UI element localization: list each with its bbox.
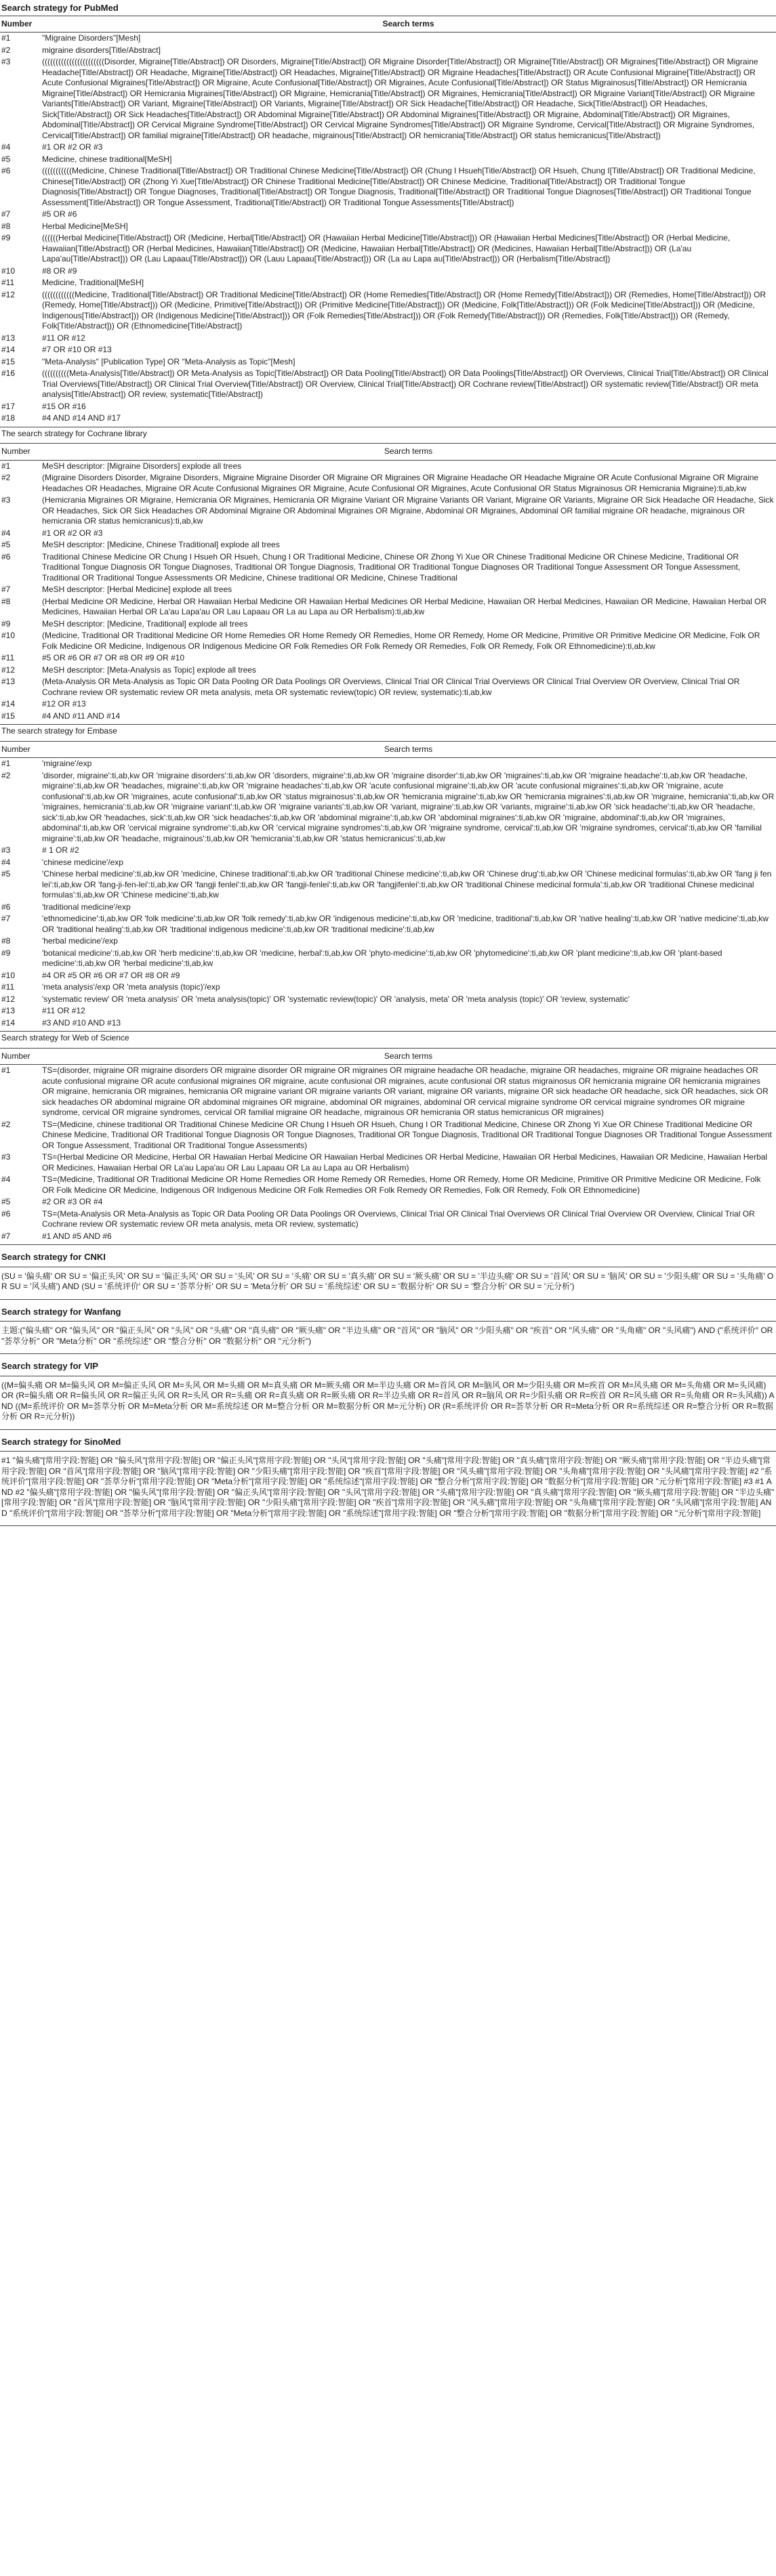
cochrane-header-number: Number <box>0 444 41 461</box>
table-row <box>0 981 776 994</box>
row-number: #6 <box>1 902 11 912</box>
row-number: #4 <box>1 528 11 538</box>
row-number: #14 <box>1 699 16 709</box>
row-number: #10 <box>1 266 16 276</box>
row-number: #8 <box>1 221 11 231</box>
row-search-terms: #11 OR #12 <box>42 1006 85 1015</box>
table-row <box>0 970 776 982</box>
row-number: #3 <box>1 845 11 855</box>
row-search-terms: #4 OR #5 OR #6 OR #7 OR #8 OR #9 <box>42 970 180 980</box>
row-number: #9 <box>1 948 11 958</box>
row-search-terms: #4 AND #11 AND #14 <box>41 711 776 725</box>
row-search-terms: Traditional Chinese Medicine OR Chung I Hsueh OR Hsueh, Chung I OR Traditional Medicine, Chinese OR Zhong Yi Xue OR Chinese Traditional Medicine OR Chinese Medicine, Traditional OR Traditional Tongue Diagnosis OR Tongue Diagnoses, Traditional OR Tongue Diagnosis, Traditional OR Traditional Tongue Diagnoses OR Traditional Tongue Assessment OR Tongue Assessment, Traditional OR Traditional Tongue Assessments OR Medicine, Chinese traditional OR Medicine, Chinese Traditional <box>42 551 741 583</box>
table-row <box>0 142 776 154</box>
row-search-terms: #4 AND #14 AND #17 <box>41 413 776 427</box>
row-search-terms: (Migraine Disorders Disorder, Migraine Disorders, Migraine Migraine Disorder OR Migraine OR Migraines OR Migraine Headache OR Headache Migraine OR Acute Confusional Migraine OR Migraine Headaches OR Headaches, Migraine OR Acute Confusional Migraines OR Migraine, Acute Confusional OR Migraines, Acute Confusional OR Status Migrainosus OR Hemicrania Migraine):ti,ab,kw <box>42 473 759 493</box>
table-row <box>0 913 776 935</box>
row-number: #1 <box>1 33 11 43</box>
row-number: #9 <box>1 618 11 629</box>
embase-rows <box>0 758 776 1032</box>
table-row <box>0 935 776 948</box>
row-search-terms: # 1 OR #2 <box>42 845 79 855</box>
row-number: #14 <box>1 345 16 354</box>
table-row <box>0 154 776 166</box>
row-number: #4 <box>1 857 11 867</box>
row-search-terms: (Meta-Analysis OR Meta-Analysis as Topic OR Data Pooling OR Data Poolings OR Overviews, Clinical Trial OR Clinical Trial Overviews OR Clinical Trial Overview OR Overview, Clinical Trial OR Cochrane review OR systematic review OR meta analysis, meta OR systematic review(topic) OR review, systematic):ti,ab,kw <box>42 677 740 697</box>
table-row <box>0 232 776 266</box>
pubmed-header-number: Number <box>0 16 41 33</box>
row-search-terms: (((((((((((Medicine, Chinese Traditional[Title/Abstract]) OR Traditional Chinese Medicine[Title/Abstract]) OR (Chung I Hsueh[Title/Abstract]) OR Hsueh, Chung I[Title/Abstract]) OR Traditional Medicine, Chinese[Title/Abstract]) OR (Zhong Yi Xue[Title/Abstract]) OR Chinese Traditional Medicine[Title/Abstract]) OR Chinese Medicine, Traditional[Title/Abstract]) OR Traditional Tongue Diagnosis[Title/Abstract]) OR Tongue Diagnoses, Traditional[Title/Abstract]) OR Tongue Diagnosis, Traditional[Title/Abstract]) OR Traditional Tongue Diagnoses[Title/Abstract]) OR Traditional Tongue Assessment[Title/Abstract]) OR Tongue Assessment, Traditional[Title/Abstract]) OR Traditional Tongue Assessments[Title/Abstract]) <box>42 166 756 207</box>
table-row <box>0 528 776 540</box>
table-row <box>0 368 776 401</box>
row-search-terms: #5 OR #6 OR #7 OR #8 OR #9 OR #10 <box>42 653 185 662</box>
row-number: #2 <box>1 473 11 482</box>
table-row <box>0 413 776 427</box>
embase-header-number: Number <box>0 741 41 758</box>
table-row <box>0 698 776 711</box>
table-row <box>0 1065 776 1119</box>
table-row <box>0 472 776 494</box>
table-row <box>0 1017 776 1032</box>
embase-header-terms: Search terms <box>41 741 776 758</box>
row-number: #2 <box>1 1119 11 1129</box>
row-number: #1 <box>1 461 11 471</box>
row-search-terms: ((((((((((((Medicine, Traditional[Title/Abstract]) OR Traditional Medicine[Title/Abstract]) OR (Home Remedies[Title/Abstract]) OR (Home Remedy[Title/Abstract])) OR (Remedies, Home[Title/Abstract])) OR (Remedy, Home[Title/Abstract])) OR (Medicine, Primitive[Title/Abstract])) OR (Primitive Medicine[Title/Abstract])) OR (Medicine, Folk[Title/Abstract])) OR (Folk Medicine[Title/Abstract])) OR (Medicine, Indigenous[Title/Abstract])) OR (Indigenous Medicine[Title/Abstract])) OR (Folk Remedies[Title/Abstract])) OR (Folk Remedy[Title/Abstract])) OR (Remedies, Folk[Title/Abstract])) OR (Remedy, Folk[Title/Abstract])) OR (Ethnomedicine[Title/Abstract]) <box>42 289 767 331</box>
row-number: #1 <box>1 759 11 768</box>
row-search-terms: 'migraine'/exp <box>42 759 92 768</box>
row-search-terms: 'traditional medicine'/exp <box>42 902 131 912</box>
vip-query: ((M=偏头痛 OR M=偏头风 OR M=偏正头风 OR M=头风 OR M=头痛 OR M=真头痛 OR M=厥头痛 OR M=半边头痛 OR M=首风 OR M=脑风 OR M=少阳头痛 OR M=疾首 OR M=风头痛 OR M=头角痛 OR M=头风痛) OR (R=偏头痛 OR R=偏头风 OR R=偏正头风 OR R=头风 OR R=头痛 OR R=真头痛 OR R=厥头痛 OR R=半边头痛 OR R=首风 OR R=脑风 OR R=少阳头痛 OR R=疾首 OR R=风头痛 OR R=头角痛 OR R=头风痛)) AND ((M=系统评价 OR M=荟萃分析 OR M=Meta分析 OR M=系统综述 OR M=整合分析 OR M=数据分析 OR M=元分析) OR (R=系统评价 OR R=荟萃分析 OR R=Meta分析 OR R=系统综述 OR R=整合分析 OR R=数据分析 OR R=元分析)) <box>0 1376 776 1430</box>
row-search-terms: ((((((Herbal Medicine[Title/Abstract]) OR (Medicine, Herbal[Title/Abstract]) OR (Hawaiian Herbal Medicine[Title/Abstract])) OR (Hawaiian Herbal Medicines[Title/Abstract]) OR (Herbal Medicine, Hawaiian[Title/Abstract]) OR (Herbal Medicines, Hawaiian[Title/Abstract]) OR (Medicine, Hawaiian Herbal[Title/Abstract]) OR (Medicines, Hawaiian Herbal[Title/Abstract])) OR (La'au Lapa'au[Title/Abstract])) OR (Lau Lapaau[Title/Abstract])) OR (Lauu Lapaau[Title/Abstract])) OR (La au Lapa au[Title/Abstract])) OR (Herbalism[Title/Abstract]) <box>42 233 731 263</box>
table-row <box>0 289 776 333</box>
row-search-terms: 'herbal medicine'/exp <box>42 936 118 946</box>
table-row <box>0 1005 776 1017</box>
row-number: #6 <box>1 1208 11 1219</box>
row-number: #16 <box>1 368 16 378</box>
table-row <box>0 209 776 221</box>
table-row <box>0 333 776 345</box>
wos-table <box>0 1048 776 1246</box>
wos-title: Search strategy for Web of Science <box>1 1033 129 1042</box>
table-row <box>0 401 776 413</box>
row-search-terms: MeSH descriptor: [Medicine, Chinese Traditional] explode all trees <box>42 540 280 549</box>
table-row <box>0 652 776 664</box>
table-row <box>0 845 776 857</box>
row-search-terms: 'systematic review' OR 'meta analysis' OR 'meta analysis(topic)' OR 'systematic review(topic)' OR 'analysis, meta' OR 'meta analysis (topic)' OR 'review, systematic' <box>42 994 630 1004</box>
row-number: #12 <box>1 664 16 675</box>
row-search-terms: 'disorder, migraine':ti,ab,kw OR 'migraine disorders':ti,ab,kw OR 'disorders, migraine':ti,ab,kw OR 'migraine disorder':ti,ab,kw OR 'migraines':ti,ab,kw OR 'migraine headache':ti,ab,kw OR 'headache, migraine':ti,ab,kw OR 'headaches, migraine':ti,ab,kw OR 'migraine headaches':ti,ab,kw OR 'acute confusional migraine':ti,ab,kw OR 'acute confusional migraines':ti,ab,kw OR 'migraine, acute confusional':ti,ab,kw OR 'migraines, acute confusional':ti,ab,kw OR 'status migrainosus':ti,ab,kw OR 'hemicrania migraine':ti,ab,kw OR 'hemicrania migraines':ti,ab,kw OR 'migraine, hemicrania':ti,ab,kw OR 'migraines, hemicrania':ti,ab,kw OR 'migraine variant':ti,ab,kw OR 'migraine variants':ti,ab,kw OR 'variant, migraine':ti,ab,kw OR 'variants, migraine':ti,ab,kw OR 'sick headache':ti,ab,kw OR 'headache, sick':ti,ab,kw OR 'headaches, sick':ti,ab,kw OR 'sick headaches':ti,ab,kw OR 'abdominal migraine':ti,ab,kw OR 'abdominal migraines':ti,ab,kw OR 'migraine, abdominal':ti,ab,kw OR 'migraines, abdominal':ti,ab,kw OR 'cervical migraine syndrome':ti,ab,kw OR 'cervical migraine syndromes':ti,ab,kw OR 'migraine syndrome, cervical':ti,ab,kw OR 'migraine syndromes, cervical':ti,ab,kw OR 'familial migraine':ti,ab,kw OR 'headache, migrainous':ti,ab,kw OR 'hemicrania':ti,ab,kw OR 'status hemicranicus':ti,ab,kw <box>42 770 775 843</box>
row-search-terms: Medicine, Traditional[MeSH] <box>42 278 144 287</box>
table-row <box>0 460 776 472</box>
row-search-terms: ((((((((((Meta-Analysis[Title/Abstract]) OR Meta-Analysis as Topic[Title/Abstract]) OR Data Pooling[Title/Abstract]) OR Data Poolings[Title/Abstract]) OR Overviews, Clinical Trial[Title/Abstract]) OR Clinical Trial Overviews[Title/Abstract]) OR Clinical Trial Overview[Title/Abstract]) OR Overview, Clinical Trial[Title/Abstract]) OR Cochrane review[Title/Abstract]) OR systematic review[Title/Abstract]) OR meta analysis[Title/Abstract]) OR review, systematic[Title/Abstract]) <box>42 368 769 399</box>
embase-title: The search strategy for Embase <box>1 726 117 736</box>
pubmed-rows <box>0 33 776 427</box>
row-search-terms: #1 OR #2 OR #3 <box>42 528 103 538</box>
cochrane-title: The search strategy for Cochrane library <box>1 428 147 438</box>
row-search-terms: #15 OR #16 <box>42 401 86 411</box>
row-search-terms: #7 OR #10 OR #13 <box>42 345 112 354</box>
table-row <box>0 711 776 725</box>
wos-header-number: Number <box>0 1048 41 1065</box>
table-row <box>0 1152 776 1174</box>
row-search-terms: #1 OR #2 OR #3 <box>42 142 103 152</box>
table-row <box>0 868 776 902</box>
row-search-terms: "Meta-Analysis" [Publication Type] OR "Meta-Analysis as Topic"[Mesh] <box>42 356 295 366</box>
row-number: #6 <box>1 166 11 175</box>
table-row <box>0 1231 776 1245</box>
pubmed-title: Search strategy for PubMed <box>1 3 119 13</box>
row-number: #2 <box>1 45 11 55</box>
row-search-terms: 'meta analysis'/exp OR 'meta analysis (topic)'/exp <box>42 982 220 992</box>
table-row <box>0 1208 776 1231</box>
row-number: #6 <box>1 551 11 562</box>
table-row <box>0 664 776 677</box>
row-search-terms: (Medicine, Traditional OR Traditional Medicine OR Home Remedies OR Home Remedy OR Remedies, Home OR Remedy, Home OR Medicine, Primitive OR Primitive Medicine OR Medicine, Folk OR Folk Medicine OR Medicine, Indigenous OR Indigenous Medicine OR Folk Remedies OR Folk Remedy OR Remedies, Folk OR Remedy, Folk OR Ethnomedicine):ti,ab,kw <box>42 631 760 651</box>
row-search-terms: MeSH descriptor: [Migraine Disorders] explode all trees <box>42 461 242 471</box>
row-number: #15 <box>0 711 41 725</box>
cochrane-table <box>0 443 776 725</box>
table-row <box>0 618 776 631</box>
row-number: #11 <box>1 278 15 287</box>
row-number: #12 <box>1 289 16 299</box>
row-search-terms: "Migraine Disorders"[Mesh] <box>42 33 141 43</box>
table-row <box>0 551 776 585</box>
row-number: #4 <box>1 142 11 152</box>
table-row <box>0 56 776 142</box>
table-row <box>0 758 776 770</box>
row-search-terms: TS=(Medicine, chinese traditional OR Traditional Chinese Medicine OR Chung I Hsueh OR Hsueh, Chung I OR Traditional Medicine, Chinese OR Zhong Yi Xue OR Chinese Traditional Medicine OR Chinese Medicine, Traditional OR Traditional Tongue Diagnosis OR Tongue Diagnoses, Traditional OR Tongue Diagnosis, Traditional OR Traditional Tongue Diagnoses OR Traditional Tongue Assessment OR Tongue Assessment, Traditional OR Traditional Tongue Assessments) <box>42 1119 772 1150</box>
row-search-terms: Medicine, chinese traditional[MeSH] <box>42 154 172 164</box>
table-row <box>0 994 776 1006</box>
table-row <box>0 539 776 551</box>
wos-rows <box>0 1065 776 1245</box>
row-number: #7 <box>1 209 11 219</box>
table-row <box>0 948 776 970</box>
row-number: #4 <box>1 1175 11 1184</box>
pubmed-header-terms: Search terms <box>41 16 776 33</box>
wanfang-query: 主题:("偏头痛" OR "偏头风" OR "偏正头风" OR "头风" OR "头痛" OR "真头痛" OR "厥头痛" OR "半边头痛" OR "首风" OR "脑风" OR "少阳头痛" OR "疾首" OR "风头痛" OR "头角痛" OR "头风痛") AND ("系统评价" OR "荟萃分析" OR "Meta分析" OR "系统综述" OR "整合分析" OR "数据分析" OR "元分析") <box>0 1322 776 1354</box>
row-search-terms: Herbal Medicine[MeSH] <box>42 221 128 231</box>
table-row <box>0 494 776 528</box>
row-search-terms: TS=(Herbal Medicine OR Medicine, Herbal OR Hawaiian Herbal Medicine OR Hawaiian Herbal Medicines OR Herbal Medicine, Hawaiian OR Herbal Medicines, Hawaiian OR Medicine, Hawaiian Herbal OR Medicines, Hawaiian Herbal OR La'au Lapa'au OR Lau Lapaau OR La au Lapa au OR Herbalism) <box>42 1152 768 1173</box>
row-number: #11 <box>1 982 15 992</box>
row-number: #8 <box>1 596 11 606</box>
row-search-terms: migraine disorders[Title/Abstract] <box>42 45 161 55</box>
row-search-terms: (((((((((((((((((((((((Disorder, Migraine[Title/Abstract]) OR Disorders, Migraine[Title/Abstract]) OR Migraine Disorder[Title/Abstract]) OR Migraine[Title/Abstract]) OR Migraines[Title/Abstract]) OR Migraine Headache[Title/Abstract]) OR Headache, Migraine[Title/Abstract]) OR Headaches, Migraine[Title/Abstract]) OR Migraine Headaches[Title/Abstract]) OR Acute Confusional Migraine[Title/Abstract]) OR Acute Confusional Migraines[Title/Abstract]) OR Migraine, Acute Confusional[Title/Abstract]) OR Migraines, Acute Confusional[Title/Abstract]) OR Status Migrainosus[Title/Abstract]) OR Hemicrania Migraine[Title/Abstract]) OR Hemicrania Migraines[Title/Abstract]) OR Migraine, Hemicrania[Title/Abstract]) OR Migraines, Hemicrania[Title/Abstract]) OR Migraine Variant[Title/Abstract]) OR Migraine Variants[Title/Abstract]) OR Variant, Migraine[Title/Abstract]) OR Variants, Migraine[Title/Abstract]) OR Sick Headache[Title/Abstract]) OR Headache, Sick[Title/Abstract]) OR Headaches, Sick[Title/Abstract]) OR Sick Headaches[Title/Abstract]) OR Abdominal Migraine[Title/Abstract]) OR Abdominal Migraines[Title/Abstract]) OR Migraine, Abdominal[Title/Abstract]) OR Migraines, Abdominal[Title/Abstract]) OR Cervical Migraine Syndrome[Title/Abstract]) OR Cervical Migraine Syndromes[Title/Abstract]) OR Migraine Syndrome, Cervical[Title/Abstract]) OR Migraine Syndromes, Cervical[Title/Abstract]) OR familial migraine[Title/Abstract]) OR headache, migrainous[Title/Abstract]) OR hemicrania[Title/Abstract]) OR status hemicranicus[Title/Abstract]) <box>42 57 758 140</box>
table-row <box>0 1174 776 1196</box>
row-number: #13 <box>1 677 16 686</box>
table-row <box>0 770 776 845</box>
row-number: #10 <box>1 631 16 640</box>
row-search-terms: #5 OR #6 <box>42 209 77 219</box>
row-search-terms: MeSH descriptor: [Medicine, Traditional] explode all trees <box>42 618 248 629</box>
table-row <box>0 676 776 698</box>
row-search-terms: MeSH descriptor: [Meta-Analysis as Topic] explode all trees <box>42 664 256 675</box>
row-number: #1 <box>1 1065 11 1075</box>
row-search-terms: #12 OR #13 <box>42 699 86 709</box>
row-number: #13 <box>1 1006 16 1015</box>
row-number: #12 <box>1 994 16 1004</box>
cnki-query: (SU = '偏头痛' OR SU = '偏正头风' OR SU = '偏正头风' OR SU = '头风' OR SU = '头痛' OR SU = '真头痛' OR SU = '厥头痛' OR SU = '半边头痛' OR SU = '首风' OR SU = '脑风' OR SU = '少阳头痛' OR SU = '头角痛' OR SU = '风头痛') AND (SU = '系统评价' OR SU = '荟萃分析' OR SU = 'Meta分析' OR SU = '系统综述' OR SU = '数据分析' OR SU = '整合分析' OR SU = '元分析') <box>0 1267 776 1300</box>
table-row <box>0 584 776 596</box>
table-row <box>0 630 776 652</box>
vip-title: Search strategy for VIP <box>0 1354 776 1376</box>
row-search-terms: #11 OR #12 <box>42 333 85 343</box>
row-number: #17 <box>1 401 16 411</box>
row-search-terms: TS=(disorder, migraine OR migraine disorders OR migraine disorder OR migraine OR migraines OR migraine headache OR headache, migraine OR headaches, migraine OR migraine headaches OR acute confusional migraine OR acute confusional migraines OR migraine, acute confusional OR migraines, acute confusional OR status migrainosus OR hemicrania migraine OR hemicrania migraines OR migraine, hemicrania OR migraines, hemicrania OR migraine variant OR migraine variants OR variant, migraine OR variants, migraine OR sick headache OR headache, sick OR headaches, sick OR sick headaches OR abdominal migraine OR abdominal migraines OR migraine, abdominal OR migraines, abdominal OR cervical migraine syndrome OR cervical migraine syndromes OR migraine syndrome, cervical OR migraine syndromes, cervical OR familial migraine OR headache, migrainous OR hemicrania OR status hemicranicus OR migraines) <box>42 1065 769 1117</box>
row-number: #5 <box>1 869 11 879</box>
row-number: #3 <box>1 57 11 66</box>
row-search-terms: (Herbal Medicine OR Medicine, Herbal OR Hawaiian Herbal Medicine OR Hawaiian Herbal Medicines OR Herbal Medicine, Hawaiian OR Herbal Medicines, Hawaiian OR Medicine, Hawaiian Herbal OR Medicines, Hawaiian Herbal OR La'au Lapa'au OR Lau Lapaau OR La au Lapa au OR Herbalism):ti,ab,kw <box>42 596 767 616</box>
row-number: #3 <box>1 495 11 505</box>
table-row <box>0 165 776 209</box>
cnki-title: Search strategy for CNKI <box>0 1245 776 1267</box>
row-number: #14 <box>0 1017 41 1032</box>
table-row <box>0 266 776 278</box>
row-number: #8 <box>1 936 11 946</box>
row-number: #7 <box>0 1231 41 1245</box>
row-search-terms: (Hemicrania Migraines OR Migraine, Hemicrania OR Migraines, Hemicrania OR Migraine Variant OR Migraine Variants OR Variant, Migraine OR Variants, Migraine OR Sick Headache OR Headache, Sick OR Headaches, Sick OR Sick Headaches OR Abdominal Migraine OR Abdominal Migraines OR Migraine, Abdominal OR Migraines, Abdominal OR familial migraine OR headache, migrainous OR hemicrania OR status hemicranicus):ti,ab,kw <box>42 495 774 526</box>
sinomed-query: #1 "偏头痛"[常用字段:智能] OR "偏头风"[常用字段:智能] OR "偏正头风"[常用字段:智能] OR "头风"[常用字段:智能] OR "头痛"[常用字段:智能] OR "真头痛"[常用字段:智能] OR "厥头痛"[常用字段:智能] OR "半边头痛"[常用字段:智能] OR "首风"[常用字段:智能] OR "脑风"[常用字段:智能] OR "少阳头痛"[常用字段:智能] OR "疾首"[常用字段:智能] OR "风头痛"[常用字段:智能] OR "头角痛"[常用字段:智能] OR "头风痛"[常用字段:智能] #2 "系统评价"[常用字段:智能] OR "荟萃分析"[常用字段:智能] OR "Meta分析"[常用字段:智能] OR "系统综述"[常用字段:智能] OR "整合分析"[常用字段:智能] OR "数据分析"[常用字段:智能] OR "元分析"[常用字段:智能] #3 #1 AND #2 "偏头痛"[常用字段:智能] OR "偏头风"[常用字段:智能] OR "偏正头风"[常用字段:智能] OR "头风"[常用字段:智能] OR "头痛"[常用字段:智能] OR "真头痛"[常用字段:智能] OR "厥头痛"[常用字段:智能] OR "半边头痛"[常用字段:智能] OR "首风"[常用字段:智能] OR "脑风"[常用字段:智能] OR "少阳头痛"[常用字段:智能] OR "疾首"[常用字段:智能] OR "风头痛"[常用字段:智能] OR "头角痛"[常用字段:智能] OR "头风痛"[常用字段:智能] AND "系统评价"[常用字段:智能] OR "荟萃分析"[常用字段:智能] OR "Meta分析"[常用字段:智能] OR "系统综述"[常用字段:智能] OR "整合分析"[常用字段:智能] OR "数据分析"[常用字段:智能] OR "元分析"[常用字段:智能] <box>0 1452 776 1526</box>
table-row <box>0 221 776 233</box>
row-number: #11 <box>1 653 15 662</box>
table-row <box>0 356 776 368</box>
row-search-terms: 'Chinese herbal medicine':ti,ab,kw OR 'medicine, Chinese traditional':ti,ab,kw OR 'traditional Chinese medicine':ti,ab,kw OR 'Chinese drug':ti,ab,kw OR 'Chinese medicinal formulas':ti,ab,kw OR 'fang ji fen lei':ti,ab,kw OR 'fang-ji-fen-lei':ti,ab,kw OR 'fangji fenlei':ti,ab,kw OR 'fangji-fenlei':ti,ab,kw OR 'fangjifenlei':ti,ab,kw OR 'traditional Chinese medicinal formula':ti,ab,kw OR 'traditional Chinese medicinal formulas':ti,ab,kw OR 'Chinese medicine':ti,ab,kw <box>42 869 772 900</box>
cochrane-header-terms: Search terms <box>41 444 776 461</box>
row-search-terms: #1 AND #5 AND #6 <box>41 1231 776 1245</box>
pubmed-table <box>0 16 776 427</box>
row-number: #18 <box>0 413 41 427</box>
row-number: #7 <box>1 585 11 594</box>
table-row <box>0 45 776 57</box>
row-search-terms: #3 AND #10 AND #13 <box>41 1017 776 1032</box>
wos-header-terms: Search terms <box>41 1048 776 1065</box>
row-search-terms: 'chinese medicine'/exp <box>42 857 123 867</box>
row-search-terms: MeSH descriptor: [Herbal Medicine] explode all trees <box>42 585 232 594</box>
table-row <box>0 1196 776 1208</box>
row-search-terms: 'botanical medicine':ti,ab,kw OR 'herb medicine':ti,ab,kw OR 'medicine, herbal':ti,ab,kw OR 'phyto-medicine':ti,ab,kw OR 'phytomedicine':ti,ab,kw OR 'plant medicine':ti,ab,kw OR 'plant-based medicine':ti,ab,kw OR 'herbal medicine':ti,ab,kw <box>42 948 722 968</box>
row-number: #7 <box>1 914 11 923</box>
table-row <box>0 277 776 289</box>
table-row <box>0 902 776 914</box>
cochrane-rows <box>0 460 776 725</box>
row-number: #5 <box>1 1197 11 1206</box>
row-search-terms: 'ethnomedicine':ti,ab,kw OR 'folk medicine':ti,ab,kw OR 'folk remedy':ti,ab,kw OR 'indigenous medicine':ti,ab,kw OR 'medicine, traditional':ti,ab,kw OR 'native healing':ti,ab,kw OR 'native medicine':ti,ab,kw OR 'traditional healing':ti,ab,kw OR 'traditional indigenous medicine':ti,ab,kw OR 'traditional medicine':ti,ab,kw <box>42 914 769 934</box>
row-number: #5 <box>1 540 11 549</box>
row-number: #3 <box>1 1152 11 1162</box>
sinomed-title: Search strategy for SinoMed <box>0 1430 776 1452</box>
table-row <box>0 33 776 45</box>
row-number: #9 <box>1 233 11 242</box>
table-row <box>0 596 776 618</box>
row-number: #2 <box>1 770 11 780</box>
embase-table <box>0 741 776 1032</box>
row-search-terms: TS=(Medicine, Traditional OR Traditional Medicine OR Home Remedies OR Home Remedy OR Remedies, Home OR Remedy, Home OR Medicine, Primitive OR Primitive Medicine OR Medicine, Folk OR Folk Medicine OR Medicine, Indigenous OR Indigenous Medicine OR Folk Remedies OR Folk Remedy OR Remedies, Folk OR Remedy, Folk OR Ethnomedicine) <box>42 1175 761 1195</box>
row-number: #5 <box>1 154 11 164</box>
row-search-terms: TS=(Meta-Analysis OR Meta-Analysis as Topic OR Data Pooling OR Data Poolings OR Overviews, Clinical Trial OR Clinical Trial Overviews OR Clinical Trial Overview OR Overview, Clinical Trial OR Cochrane review OR systematic review OR meta analysis, meta OR review, systematic) <box>42 1208 755 1229</box>
table-row <box>0 344 776 356</box>
wanfang-title: Search strategy for Wanfang <box>0 1300 776 1322</box>
row-number: #15 <box>1 356 16 366</box>
table-row <box>0 1119 776 1152</box>
row-number: #10 <box>1 970 16 980</box>
row-search-terms: #2 OR #3 OR #4 <box>42 1197 103 1206</box>
row-search-terms: #8 OR #9 <box>42 266 77 276</box>
table-row <box>0 857 776 869</box>
row-number: #13 <box>1 333 16 343</box>
